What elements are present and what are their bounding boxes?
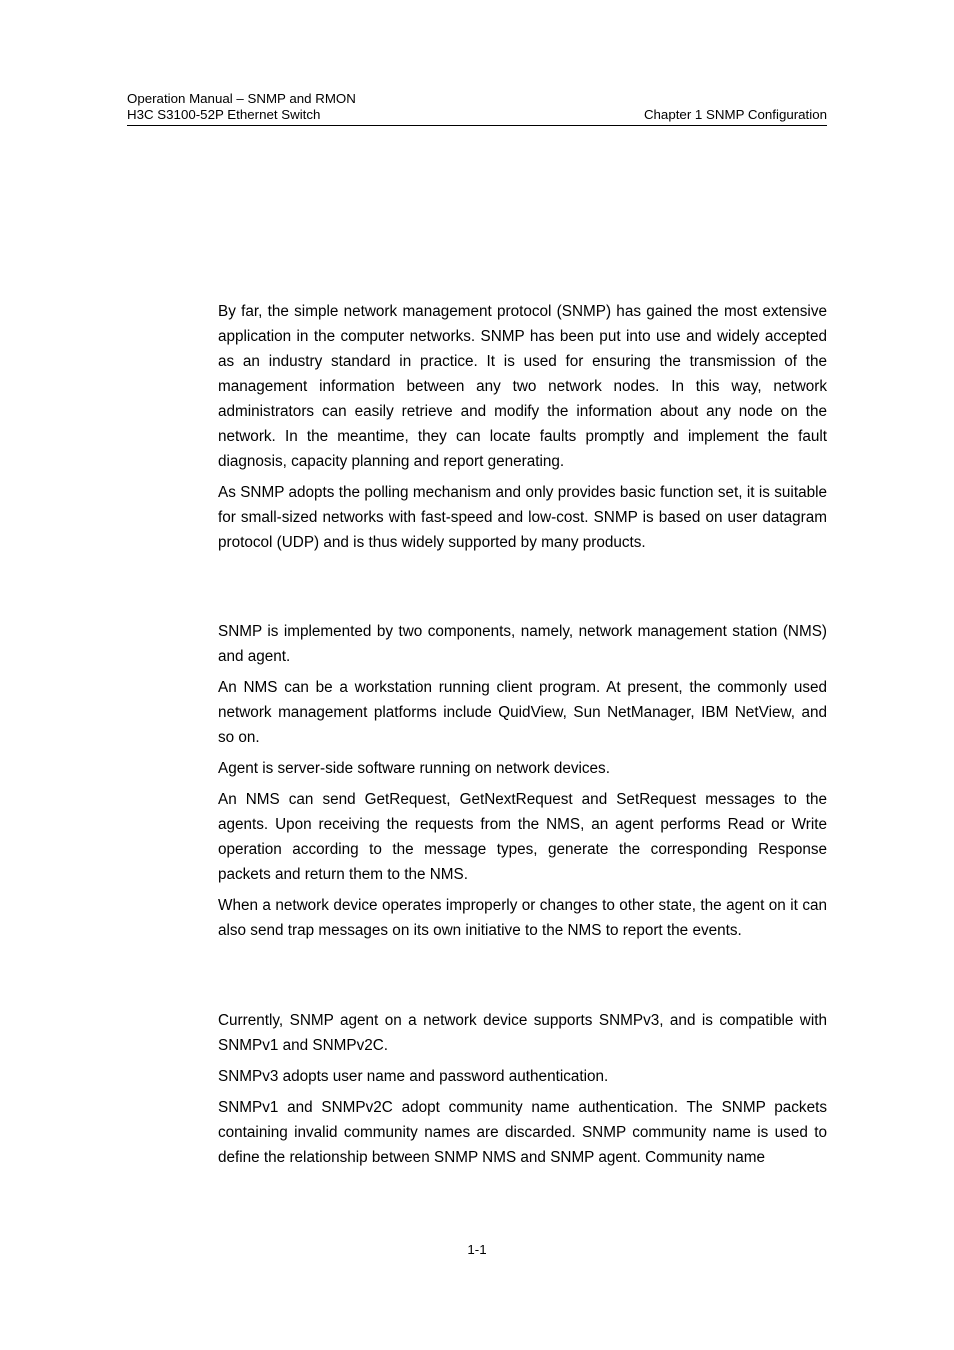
chapter-title: Chapter 1 SNMP Configuration bbox=[643, 107, 827, 122]
paragraph: An NMS can be a workstation running client program. At present, the commonly used network management platforms include QuidView, Sun NetManager, IBM NetView, and so on. bbox=[218, 679, 827, 746]
paragraph: When a network device operates improperly or changes to other state, the agent on it can also send trap messages on its own initiative to the NMS to report the events. bbox=[218, 897, 827, 939]
manual-title: Operation Manual – SNMP and RMON bbox=[127, 91, 356, 106]
paragraph: As SNMP adopts the polling mechanism and only provides basic function set, it is suitable for small-sized networks with fast-speed and low-cost. SNMP is based on user datagram protocol (UDP) and is thus widely supported by many products. bbox=[218, 484, 827, 551]
paragraph: Agent is server-side software running on network devices. bbox=[218, 760, 610, 777]
section-versions bbox=[218, 1008, 827, 1176]
paragraph: SNMPv3 adopts user name and password authentication. bbox=[218, 1068, 609, 1085]
page-number: 1-1 bbox=[467, 1242, 487, 1257]
paragraph: Currently, SNMP agent on a network device supports SNMPv3, and is compatible with SNMPv1 and SNMPv2C. bbox=[218, 1012, 827, 1054]
paragraph: By far, the simple network management protocol (SNMP) has gained the most extensive application in the computer networks. SNMP has been put into use and widely accepted as an industry standard in practice. It is used for ensuring the transmission of the management information between any two network nodes. In this way, network administrators can easily retrieve and modify the information about any node on the network. In the meantime, they can locate faults promptly and implement the fault diagnosis, capacity planning and report generating. bbox=[218, 303, 827, 470]
header-left bbox=[127, 91, 356, 123]
page-header bbox=[127, 91, 827, 126]
paragraph: SNMP is implemented by two components, namely, network management station (NMS) and agent. bbox=[218, 623, 827, 665]
paragraph: SNMPv1 and SNMPv2C adopt community name authentication. The SNMP packets containing invalid community names are discarded. SNMP community name is used to define the relationship between SNMP NMS and SNMP agent. Community name bbox=[218, 1099, 827, 1166]
product-name: H3C S3100-52P Ethernet Switch bbox=[127, 107, 321, 122]
section-overview bbox=[218, 299, 827, 561]
paragraph: An NMS can send GetRequest, GetNextRequest and SetRequest messages to the agents. Upon receiving the requests from the NMS, an agent performs Read or Write operation according to the message types, generate the corresponding Response packets and return them to the NMS. bbox=[218, 791, 827, 883]
section-mechanism bbox=[218, 619, 827, 949]
